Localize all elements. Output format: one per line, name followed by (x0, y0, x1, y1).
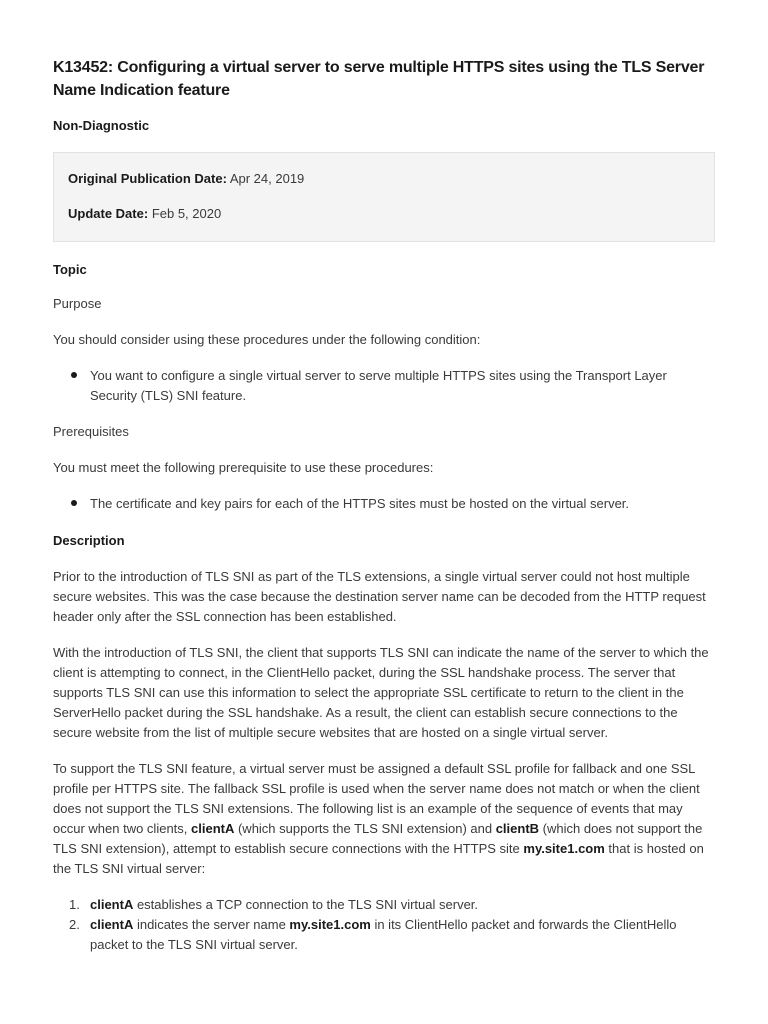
step-number: 1. (69, 897, 80, 912)
purpose-heading: Purpose (53, 296, 102, 311)
article-title: K13452: Configuring a virtual server to serve multiple HTTPS sites using the TLS Server Name Indication feature (53, 59, 705, 99)
original-publication-label: Original Publication Date: (68, 171, 227, 186)
prerequisite-bullet-text: The certificate and key pairs for each of the HTTPS sites must be hosted on the virtual server. (90, 496, 630, 511)
step-term: clientA (90, 897, 134, 912)
doc-type-label: Non-Diagnostic (53, 118, 150, 133)
publication-meta-box (53, 152, 715, 242)
step-text: establishes a TCP connection to the TLS SNI virtual server. (133, 897, 479, 912)
list-item (90, 494, 715, 514)
update-date-value: Feb 5, 2020 (151, 206, 222, 221)
description-paragraph-2: With the introduction of TLS SNI, the client that supports TLS SNI can indicate the name of the server to which the client is attempting to connect, in the ClientHello packet, during the SSL handshake process. The server that supports TLS SNI can use this information to select the appropriate SSL certificate to return to the client in the ServerHello packet during the SSL handshake. As a result, the client can establish secure connections to the secure website from the list of multiple secure websites that are hosted on a single virtual server. (53, 645, 709, 740)
purpose-bullet-text: You want to configure a single virtual server to serve multiple HTTPS sites using the Transport Layer Security (TLS) SNI feature. (90, 368, 667, 403)
original-publication-value: Apr 24, 2019 (229, 171, 305, 186)
step-term-2: my.site1.com (289, 917, 371, 932)
prerequisites-heading: Prerequisites (53, 424, 129, 439)
para3-text-d: that is hosted on the TLS SNI virtual server: (53, 841, 704, 876)
bullet-icon (71, 500, 77, 506)
description-paragraph-1: Prior to the introduction of TLS SNI as part of the TLS extensions, a single virtual server could not host multiple secure websites. This was the case because the destination server name can be decoded from the HTTP request header only after the SSL connection has been established. (53, 569, 706, 624)
para3-text-b: (which supports the TLS SNI extension) and (234, 821, 496, 836)
update-date-label: Update Date: (68, 206, 149, 221)
bullet-icon (71, 372, 77, 378)
site-term: my.​site1.com (523, 841, 605, 856)
para3-text-c: (which does not support the TLS SNI extension), attempt to establish secure connections with the HTTPS site (53, 821, 703, 856)
topic-heading: Topic (53, 262, 87, 277)
purpose-intro: You should consider using these procedures under the following condition: (53, 332, 481, 347)
description-paragraph-3 (53, 759, 715, 879)
update-date-row (68, 204, 700, 224)
client-b-term: clientB (495, 821, 540, 836)
prerequisites-intro: You must meet the following prerequisite to use these procedures: (53, 460, 434, 475)
original-publication-row (68, 169, 700, 189)
step-text-2: in its ClientHello packet and forwards the ClientHello packet to the TLS SNI virtual server. (90, 917, 677, 952)
step-number: 2. (69, 917, 80, 932)
list-item (69, 915, 715, 955)
list-item (69, 895, 715, 915)
prerequisites-list (53, 494, 715, 514)
description-heading: Description (53, 533, 125, 548)
list-item (90, 366, 715, 406)
purpose-list (53, 366, 715, 406)
step-text: indicates the server name (133, 917, 290, 932)
para3-text-a: To support the TLS SNI feature, a virtual server must be assigned a default SSL profile for fallback and one SSL profile per HTTPS site. The fallback SSL profile is used when the server name does not match or when the client does not support the TLS SNI extensions. The following list is an example of the sequence of events that may occur when two clients, (53, 761, 700, 836)
step-term: clientA (90, 917, 134, 932)
client-a-term: clientA (191, 821, 235, 836)
sequence-steps-list (53, 895, 715, 955)
